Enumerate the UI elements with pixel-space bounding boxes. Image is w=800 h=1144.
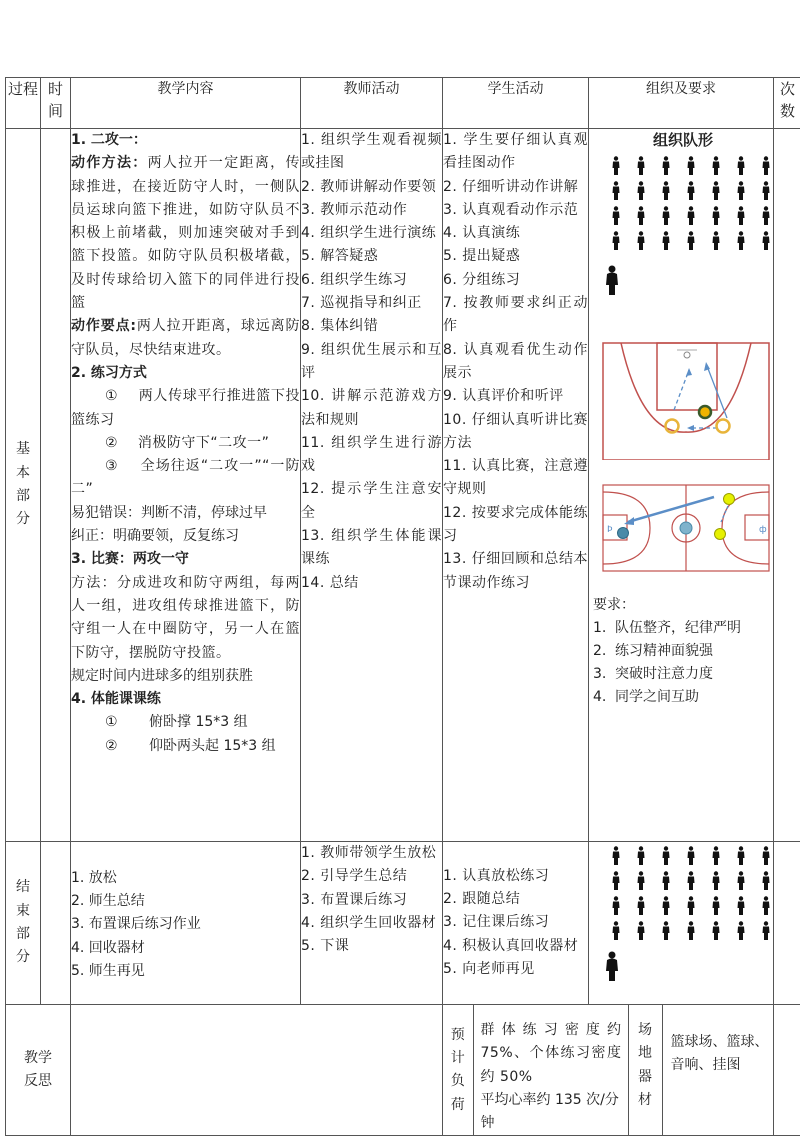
student-figure-icon bbox=[753, 846, 778, 866]
teacher-activity-item: 6. 组织学生练习 bbox=[301, 271, 408, 288]
requirement-text: 练习精神面貌强 bbox=[615, 643, 713, 660]
load-venue-cell bbox=[443, 1005, 774, 1136]
student-activity-item: 3. 认真观看动作示范 bbox=[443, 201, 579, 218]
student-figure-icon bbox=[603, 921, 628, 941]
formation-title: 组织队形 bbox=[652, 131, 713, 149]
student-activity-item: 6. 分组练习 bbox=[443, 271, 521, 288]
student-figure-icon bbox=[753, 181, 778, 201]
venue-label-text: 场 地 器 材 bbox=[638, 1022, 652, 1108]
teacher-activity-item: 9. 组织优生展示和互评 bbox=[301, 341, 442, 381]
header-time: 时间 bbox=[41, 78, 71, 129]
student-figure-icon bbox=[653, 231, 678, 251]
student-figure-icon bbox=[703, 206, 728, 226]
student-figure-icon bbox=[753, 206, 778, 226]
student-figure-icon bbox=[728, 896, 753, 916]
key-label: 动作要点: bbox=[71, 318, 137, 335]
teacher-activity-item: 5. 解答疑惑 bbox=[301, 248, 379, 265]
header-process: 过程 bbox=[6, 78, 41, 129]
student-figure-icon bbox=[703, 896, 728, 916]
practice-3-text: 全场往返“二攻一”“一防二” bbox=[71, 458, 300, 498]
student-figure-icon bbox=[628, 206, 653, 226]
practice-2 bbox=[71, 432, 300, 455]
teacher-activity-item: 3. 教师示范动作 bbox=[301, 201, 408, 218]
method-paragraph bbox=[71, 152, 300, 315]
basic-section-label bbox=[6, 129, 41, 842]
basic-organization-cell bbox=[589, 129, 774, 842]
student-figure-icon bbox=[728, 181, 753, 201]
student-figure-icon bbox=[678, 921, 703, 941]
game-rule-text: 规定时间内进球多的组别获胜 bbox=[71, 667, 253, 684]
end-organization-cell bbox=[589, 842, 774, 1005]
requirement-text: 队伍整齐，纪律严明 bbox=[615, 620, 741, 637]
load-label bbox=[443, 1005, 473, 1135]
end-teacher-list bbox=[301, 842, 442, 958]
end-content-item: 5. 师生再见 bbox=[71, 962, 145, 979]
load-venue-table bbox=[443, 1005, 773, 1135]
student-figure-icon bbox=[678, 181, 703, 201]
item2-title: 2. 练习方式 bbox=[71, 364, 147, 381]
end-student-item: 2. 跟随总结 bbox=[443, 891, 521, 908]
practice-3 bbox=[71, 455, 300, 502]
student-figure-icon bbox=[653, 181, 678, 201]
end-student-item: 1. 认真放松练习 bbox=[443, 867, 550, 884]
end-teacher-item: 1. 教师带领学生放松 bbox=[301, 845, 437, 861]
errors-text: 易犯错误：判断不清，停球过早 bbox=[71, 504, 267, 521]
lesson-plan-table bbox=[5, 77, 800, 1136]
venue-text: 篮球场、篮球、音响、挂图 bbox=[662, 1005, 773, 1135]
end-teacher-item: 3. 布置课后练习 bbox=[301, 891, 408, 908]
student-activity-item: 2. 仔细听讲动作讲解 bbox=[443, 178, 579, 195]
student-figure-icon bbox=[653, 896, 678, 916]
header-content: 教学内容 bbox=[71, 78, 301, 129]
student-activity-item: 4. 认真演练 bbox=[443, 225, 521, 242]
student-figure-icon bbox=[653, 206, 678, 226]
basic-section-label-text: 基 本 部 分 bbox=[16, 441, 30, 528]
end-section-label-text: 结 束 部 分 bbox=[16, 879, 30, 966]
reflection-label-text: 教学 反思 bbox=[24, 1049, 52, 1090]
teacher-activity-item: 2. 教师讲解动作要领 bbox=[301, 178, 437, 195]
student-activity-item: 9. 认真评价和听评 bbox=[443, 388, 564, 405]
teacher-activity-item: 8. 集体纠错 bbox=[301, 318, 379, 335]
requirement-item bbox=[593, 663, 773, 686]
student-activity-item: 8. 认真观看优生动作展示 bbox=[443, 341, 588, 381]
student-figure-icon bbox=[603, 206, 628, 226]
student-figure-icon bbox=[753, 156, 778, 176]
student-figure-icon bbox=[628, 846, 653, 866]
teacher-activity-item: 7. 巡视指导和纠正 bbox=[301, 295, 422, 312]
student-figure-icon bbox=[753, 231, 778, 251]
requirement-text: 突破时注意力度 bbox=[615, 666, 713, 683]
teacher-figure-icon bbox=[605, 265, 773, 303]
teacher-activity-item: 10. 讲解示范游戏方法和规则 bbox=[301, 388, 442, 428]
end-student-item: 4. 积极认真回收器材 bbox=[443, 937, 579, 954]
item1-title: 1. 二攻一： bbox=[71, 132, 147, 148]
requirements-label: 要求： bbox=[593, 597, 635, 614]
requirement-text: 同学之间互助 bbox=[615, 689, 699, 706]
practice-3-num: ③ bbox=[105, 458, 119, 475]
fitness-2-num: ② bbox=[105, 737, 118, 754]
student-figure-icon bbox=[603, 156, 628, 176]
footer-count-cell bbox=[774, 1005, 800, 1136]
requirement-number: 2. bbox=[593, 643, 607, 660]
requirement-number: 4. bbox=[593, 689, 607, 706]
student-figure-icon bbox=[603, 871, 628, 891]
requirements-block bbox=[593, 594, 773, 709]
student-figure-icon bbox=[603, 896, 628, 916]
teacher-activity-item: 14. 总结 bbox=[301, 574, 359, 591]
game-method-text: 方法：分成进攻和防守两组，每两人一组，进攻组传球推进篮下，防守组一人在中圈防守，另一人在篮下防守，摆脱防守投篮。 bbox=[71, 574, 300, 661]
fitness-2-text: 仰卧两头起 15*3 组 bbox=[149, 737, 276, 754]
end-time-cell bbox=[41, 842, 71, 1005]
student-figure-icon bbox=[678, 231, 703, 251]
fitness-2 bbox=[71, 735, 300, 758]
load-density: 群体练习密度约75%、个体练习密度约 50% bbox=[480, 1022, 622, 1085]
teacher-activity-item: 11. 组织学生进行游戏 bbox=[301, 434, 442, 475]
student-figure-icon bbox=[628, 896, 653, 916]
end-teacher-cell bbox=[301, 842, 443, 1005]
end-section-label bbox=[6, 842, 41, 1005]
end-section-row bbox=[6, 842, 800, 1005]
student-figure-icon bbox=[703, 156, 728, 176]
student-figure-icon bbox=[703, 871, 728, 891]
venue-label bbox=[628, 1005, 662, 1135]
load-text bbox=[473, 1005, 628, 1135]
end-content-item: 1. 放松 bbox=[71, 869, 117, 886]
key-text: 两人拉开距离，球远离防守队员，尽快结束进攻。 bbox=[71, 318, 300, 358]
student-activity-item: 10. 仔细认真听讲比赛方法 bbox=[443, 411, 588, 451]
practice-2-num: ② bbox=[105, 434, 119, 451]
header-organization: 组织及要求 bbox=[589, 78, 774, 129]
student-activity-item: 5. 提出疑惑 bbox=[443, 248, 521, 265]
end-student-item: 3. 记住课后练习 bbox=[443, 914, 550, 931]
fitness-1 bbox=[71, 711, 300, 734]
student-figure-icon bbox=[753, 921, 778, 941]
requirement-item bbox=[593, 686, 773, 709]
student-activity-item: 13. 仔细回顾和总结本节课动作练习 bbox=[443, 551, 588, 591]
student-figure-icon bbox=[728, 206, 753, 226]
reflection-content[interactable] bbox=[71, 1005, 443, 1136]
footer-row bbox=[6, 1005, 800, 1136]
practice-1 bbox=[71, 385, 300, 432]
basic-student-cell bbox=[443, 129, 589, 842]
student-figure-icon bbox=[703, 846, 728, 866]
student-figure-icon bbox=[728, 921, 753, 941]
end-teacher-item: 2. 引导学生总结 bbox=[301, 868, 408, 885]
student-figure-icon bbox=[728, 156, 753, 176]
svg-text:ф: ф bbox=[759, 524, 767, 535]
method-label: 动作方法： bbox=[71, 155, 148, 172]
half-court-diagram bbox=[602, 340, 773, 468]
student-figure-icon bbox=[628, 871, 653, 891]
student-figure-icon bbox=[653, 846, 678, 866]
full-court-diagram bbox=[602, 484, 773, 580]
correction-text: 纠正：明确要领，反复练习 bbox=[71, 528, 239, 545]
requirement-number: 1. bbox=[593, 620, 607, 637]
end-student-list bbox=[443, 865, 588, 981]
end-teacher-item: 4. 组织学生回收器材 bbox=[301, 914, 437, 931]
student-figure-icon bbox=[753, 871, 778, 891]
end-content-item: 3. 布置课后练习作业 bbox=[71, 916, 201, 933]
teacher-activity-item: 1. 组织学生观看视频或挂图 bbox=[301, 132, 442, 172]
header-teacher-activity: 教师活动 bbox=[301, 78, 443, 129]
basic-teacher-cell bbox=[301, 129, 443, 842]
header-student-activity: 学生活动 bbox=[443, 78, 589, 129]
student-figure-icon bbox=[653, 156, 678, 176]
student-figure-icon bbox=[678, 206, 703, 226]
requirement-item bbox=[593, 617, 773, 640]
student-activity-item: 11. 认真比赛，注意遵守规则 bbox=[443, 458, 588, 498]
end-teacher-item: 5. 下课 bbox=[301, 938, 350, 955]
practice-1-num: ① bbox=[105, 388, 119, 405]
student-figure-icon bbox=[728, 846, 753, 866]
student-figure-icon bbox=[628, 231, 653, 251]
teacher-activity-item: 13. 组织学生体能课课练 bbox=[301, 528, 442, 568]
header-count: 次数 bbox=[774, 78, 800, 129]
item4-title: 4. 体能课课练 bbox=[71, 691, 161, 708]
basic-section-row bbox=[6, 129, 800, 842]
end-content-cell bbox=[71, 842, 301, 1005]
student-figure-icon bbox=[603, 231, 628, 251]
student-activity-item: 7. 按教师要求纠正动作 bbox=[443, 295, 588, 335]
student-figure-icon bbox=[678, 156, 703, 176]
student-activity-item: 12. 按要求完成体能练习 bbox=[443, 504, 588, 545]
fitness-1-text: 俯卧撑 15*3 组 bbox=[149, 714, 248, 731]
reflection-label bbox=[6, 1005, 71, 1136]
header-row bbox=[6, 78, 800, 129]
practice-1-text: 两人传球平行推进篮下投篮练习 bbox=[71, 388, 300, 428]
student-figure-icon bbox=[728, 231, 753, 251]
student-activity-item: 1. 学生要仔细认真观看挂图动作 bbox=[443, 132, 588, 172]
end-content-item: 4. 回收器材 bbox=[71, 939, 145, 956]
fitness-1-num: ① bbox=[105, 714, 118, 731]
teacher-activity-list bbox=[301, 129, 442, 595]
student-figure-icon bbox=[653, 871, 678, 891]
end-content-list bbox=[71, 863, 300, 983]
item3-title: 3. 比赛：两攻一守 bbox=[71, 551, 189, 568]
student-figure-icon bbox=[628, 921, 653, 941]
student-figure-icon bbox=[603, 181, 628, 201]
student-figure-icon bbox=[753, 896, 778, 916]
student-figure-icon bbox=[678, 896, 703, 916]
student-figure-icon bbox=[678, 846, 703, 866]
method-text: 两人拉开一定距离，传球推进，在接近防守人时，一侧队员运球向篮下推进，如防守队员不积极上前堵截，则加速突破对手到篮下投篮。如防守队员积极堵截，及时传球给切入篮下的同伴进行投篮 bbox=[71, 155, 301, 312]
teacher-activity-item: 12. 提示学生注意安全 bbox=[301, 481, 442, 521]
student-formation-grid bbox=[593, 846, 773, 941]
requirement-number: 3. bbox=[593, 666, 607, 683]
teacher-figure-icon bbox=[605, 951, 773, 989]
student-figure-icon bbox=[703, 921, 728, 941]
end-student-item: 5. 向老师再见 bbox=[443, 960, 535, 977]
svg-text:Þ: Þ bbox=[607, 524, 613, 535]
student-figure-icon bbox=[628, 181, 653, 201]
end-student-cell bbox=[443, 842, 589, 1005]
student-activity-list bbox=[443, 129, 588, 595]
teacher-activity-item: 4. 组织学生进行演练 bbox=[301, 225, 437, 242]
end-content-item: 2. 师生总结 bbox=[71, 893, 145, 910]
student-figure-icon bbox=[628, 156, 653, 176]
key-paragraph bbox=[71, 315, 300, 362]
student-formation-grid bbox=[593, 156, 773, 251]
load-heart-rate: 平均心率约 135 次/分钟 bbox=[480, 1091, 619, 1132]
practice-2-text: 消极防守下“二攻一” bbox=[137, 434, 270, 451]
load-label-text: 预 计 负 荷 bbox=[450, 1026, 465, 1113]
requirement-item bbox=[593, 640, 773, 663]
basic-content-cell bbox=[71, 129, 301, 842]
student-figure-icon bbox=[603, 846, 628, 866]
student-figure-icon bbox=[678, 871, 703, 891]
basic-time-cell bbox=[41, 129, 71, 842]
student-figure-icon bbox=[728, 871, 753, 891]
student-figure-icon bbox=[703, 181, 728, 201]
student-figure-icon bbox=[703, 231, 728, 251]
student-figure-icon bbox=[653, 921, 678, 941]
